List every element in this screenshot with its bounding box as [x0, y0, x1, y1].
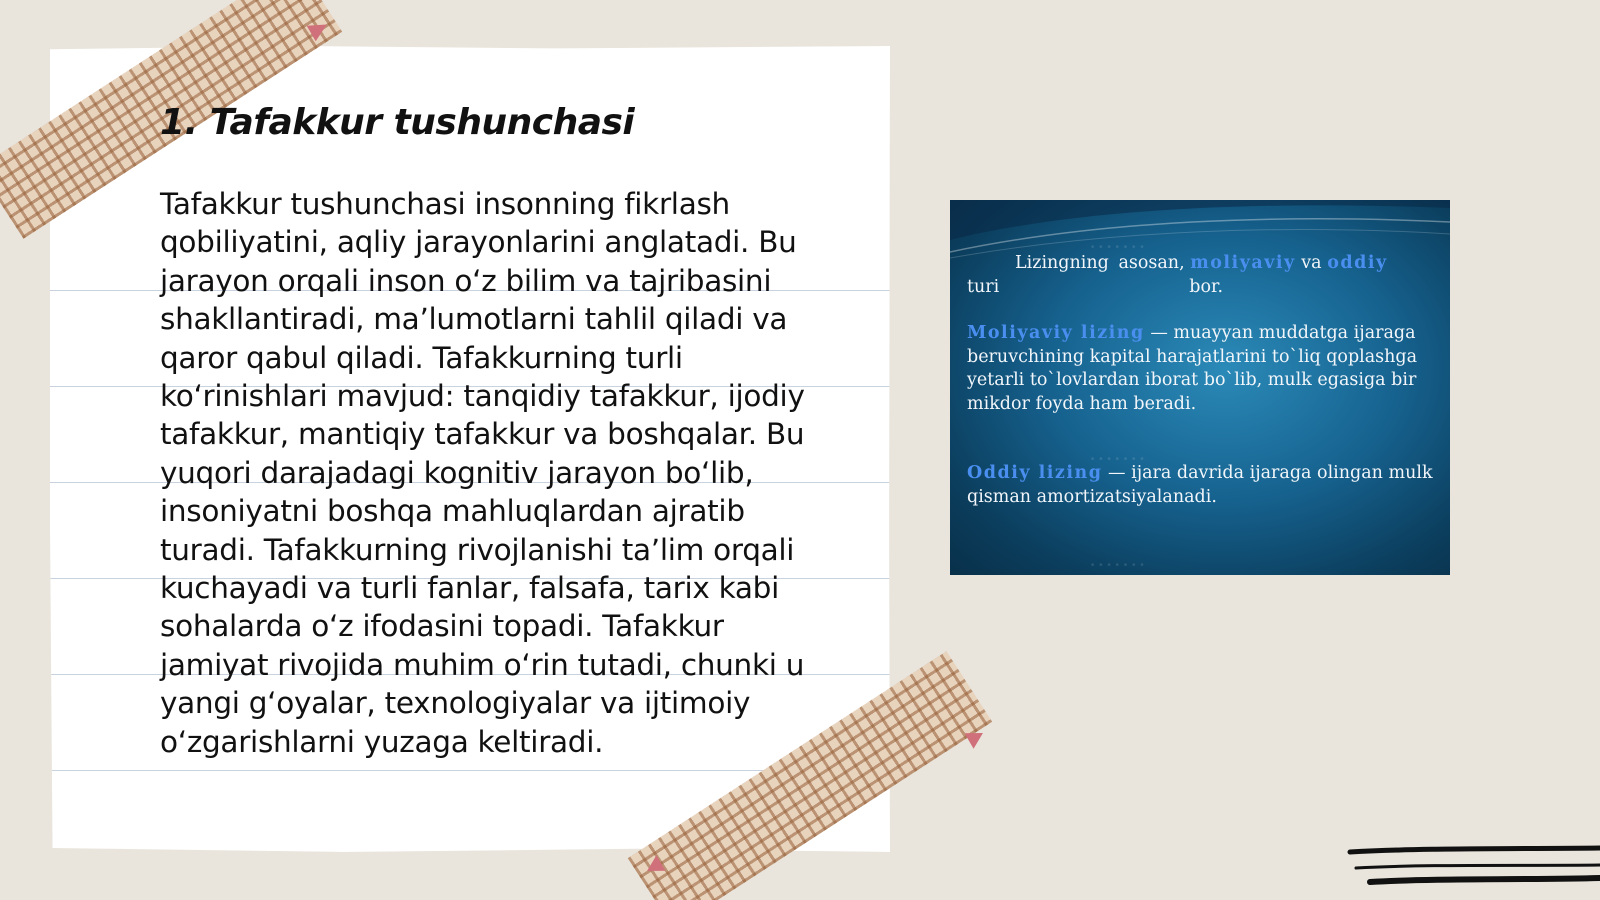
moliyaviy-lizing-term: Moliyaviy lizing	[967, 323, 1145, 343]
intro-word: turi	[967, 276, 1000, 297]
oddiy-lizing-term: Oddiy lizing	[967, 463, 1103, 483]
intro-word: va	[1301, 253, 1322, 273]
intro-word: Lizingning	[1015, 253, 1109, 273]
intro-word: bor.	[1189, 276, 1224, 297]
oddiy-lizing-text: — ijara davrida ijaraga olingan mulk qisman amortizatsiyalanadi.	[967, 463, 1433, 507]
lizing-intro	[967, 252, 1439, 299]
ghost-text-decoration: ·······	[1090, 556, 1148, 574]
oddiy-lizing-definition	[967, 462, 1439, 509]
slide-title: 1. Tafakkur tushunchasi	[160, 102, 635, 143]
embedded-image-panel	[950, 200, 1450, 575]
moliyaviy-lizing-definition	[967, 322, 1439, 416]
moliyaviy-lizing-text: — muayyan muddatga ijaraga beruvchining kapital harajatlarini to`liq qoplashga yetarli to`lovlardan iborat bo`lib, mulk egasiga bir mikdor foyda ham beradi.	[967, 323, 1418, 414]
intro-word: asosan,	[1118, 253, 1185, 273]
wave-decoration	[950, 200, 1450, 260]
brush-strokes-decoration	[1330, 840, 1600, 900]
intro-accent-oddiy: oddiy	[1327, 253, 1388, 273]
ghost-text-decoration: ·······	[1090, 450, 1148, 468]
ghost-text-decoration: ·······	[1090, 238, 1148, 256]
slide-body-text: Tafakkur tushunchasi insonning fikrlash qobiliyatini, aqliy jarayonlarini anglatadi. Bu jarayon orqali inson o‘z bilim va tajribasini shakllantiradi, ma’lumotlarni tahlil qiladi va qaror qabul qiladi. Tafakkurning turli ko‘rinishlari mavjud: tanqidiy tafakkur, ijodiy tafakkur, mantiqiy tafakkur va boshqalar. Bu yuqori darajadagi kognitiv jarayon bo‘lib, insoniyatni boshqa mahluqlardan ajratib turadi. Tafakkurning rivojlanishi ta’lim orqali kuchayadi va turli fanlar, falsafa, tarix kabi sohalarda o‘z ifodasini topadi. Tafakkur jamiyat rivojida muhim o‘rin tutadi, chunki u yangi g‘oyalar, texnologiyalar va ijtimoiy o‘zgarishlarni yuzaga keltiradi.	[160, 187, 805, 759]
intro-accent-moliyaviy: moliyaviy	[1190, 253, 1296, 273]
